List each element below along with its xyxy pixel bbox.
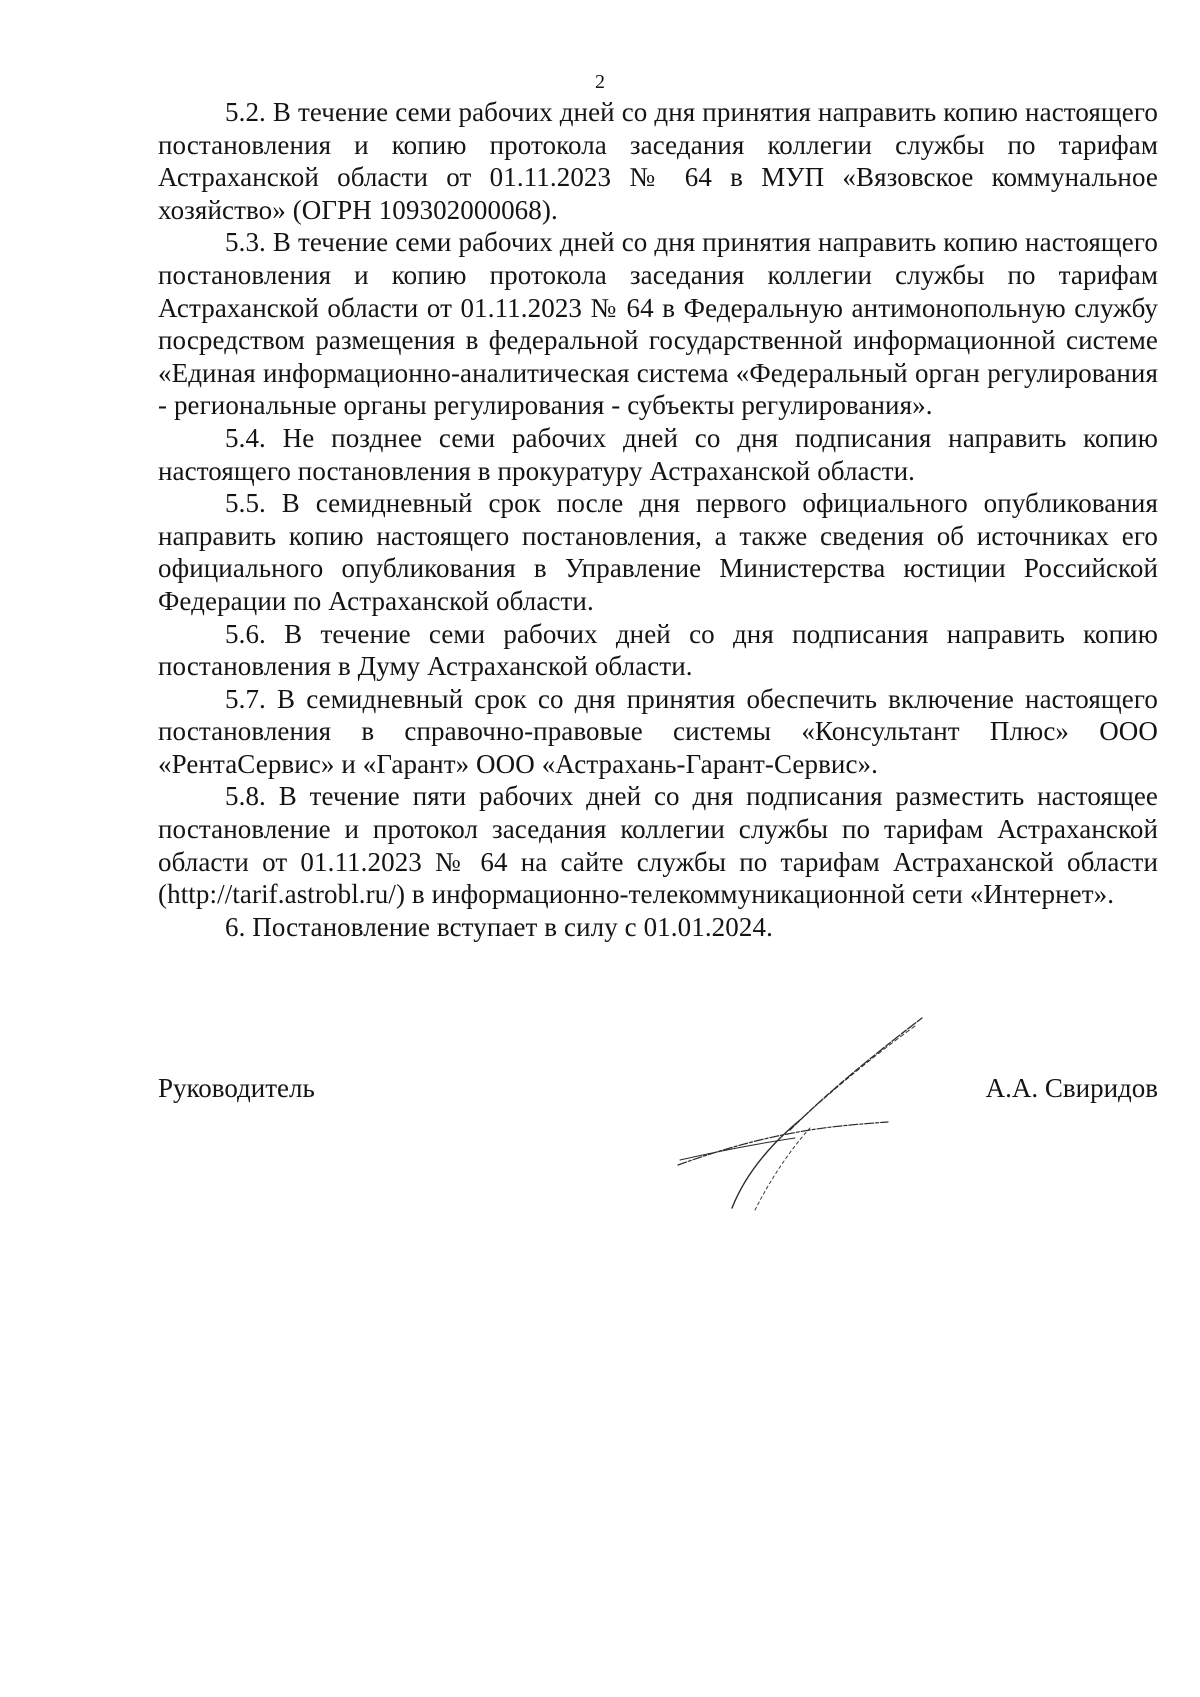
- paragraph-5-6: 5.6. В течение семи рабочих дней со дня подписания направить копию постановления в Думу Астраханской области.: [158, 618, 1158, 682]
- handwritten-signature: [660, 1010, 930, 1215]
- document-body: [158, 96, 1158, 943]
- page-number: 2: [595, 71, 605, 93]
- paragraph-5-7: 5.7. В семидневный срок со дня принятия обеспечить включение настоящего постановления в справочно-правовые системы «Консультант Плюс» ООО «РентаСервис» и «Гарант» ООО «Астрахань-Гарант-Сервис».: [158, 683, 1158, 779]
- paragraph-5-3: 5.3. В течение семи рабочих дней со дня принятия направить копию настоящего постановления и копию протокола заседания коллегии службы по тарифам Астраханской области от 01.11.2023 № 64 в Федеральную антимонопольную службу посредством размещения в федеральной государственной информационной системе «Единая информационно-аналитическая система «Федеральный орган регулирования - региональные органы регулирования - субъекты регулирования».: [158, 227, 1158, 421]
- signatory-name: А.А. Свиридов: [985, 1073, 1158, 1103]
- paragraph-5-2: 5.2. В течение семи рабочих дней со дня принятия направить копию настоящего постановления и копию протокола заседания коллегии службы по тарифам Астраханской области от 01.11.2023 № 64 в МУП «Вязовское коммунальное хозяйство» (ОГРН 109302000068).: [158, 97, 1158, 225]
- paragraph-5-8: 5.8. В течение пяти рабочих дней со дня подписания разместить настоящее постановление и протокол заседания коллегии службы по тарифам Астраханской области от 01.11.2023 № 64 на сайте службы по тарифам Астраханской области (http://tarif.astrobl.ru/) в информационно-телекоммуникационной сети «Интернет».: [158, 781, 1158, 910]
- paragraph-6: 6. Постановление вступает в силу с 01.01.2024.: [225, 911, 773, 942]
- paragraph-5-5: 5.5. В семидневный срок после дня первого официального опубликования направить копию настоящего постановления, а также сведения об источниках его официального опубликования в Управление Министерства юстиции Российской Федерации по Астраханской области.: [158, 488, 1158, 616]
- signatory-title: Руководитель: [158, 1073, 315, 1103]
- signature-block: [158, 1072, 1158, 1112]
- paragraph-5-4: 5.4. Не позднее семи рабочих дней со дня подписания направить копию настоящего постановления в прокуратуру Астраханской области.: [158, 422, 1158, 486]
